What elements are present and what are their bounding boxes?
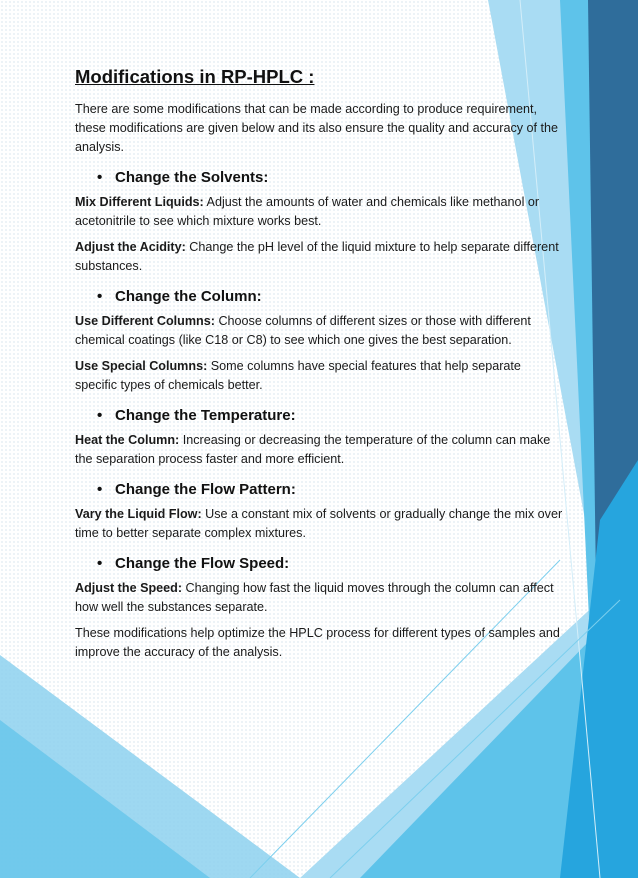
item-text: Choose columns of different sizes or those with different chemical coatings (like C18 or C8) to see which one gives the best separation. xyxy=(75,314,531,347)
section-heading-text: Change the Flow Speed: xyxy=(115,555,290,572)
section-item xyxy=(75,505,565,543)
item-label: Heat the Column: xyxy=(75,433,180,447)
item-label: Mix Different Liquids: xyxy=(75,195,204,209)
section-item xyxy=(75,312,565,350)
bullet-icon: • xyxy=(97,169,103,186)
section-flow-pattern xyxy=(75,481,565,543)
document-title: Modifications in RP-HPLC : xyxy=(75,66,315,87)
section-heading-text: Change the Column: xyxy=(115,288,262,305)
item-label: Vary the Liquid Flow: xyxy=(75,507,202,521)
section-item xyxy=(75,579,565,617)
item-label: Use Special Columns: xyxy=(75,359,208,373)
section-item xyxy=(75,193,565,231)
bullet-icon: • xyxy=(97,555,103,572)
bullet-icon: • xyxy=(97,481,103,498)
conclusion-paragraph: These modifications help optimize the HPLC process for different types of samples and improve the accuracy of the analysis. xyxy=(75,626,560,659)
section-item xyxy=(75,431,565,469)
item-text: Changing how fast the liquid moves through the column can affect how well the substances separate. xyxy=(75,581,554,614)
item-text: Some columns have special features that help separate specific types of chemicals better. xyxy=(75,359,521,392)
item-text: Increasing or decreasing the temperature of the column can make the separation process faster and more efficient. xyxy=(75,433,551,466)
item-label: Adjust the Acidity: xyxy=(75,240,186,254)
section-item xyxy=(75,357,565,395)
section-flow-speed xyxy=(75,555,565,617)
item-text: Adjust the amounts of water and chemicals like methanol or acetonitrile to see which mixture works best. xyxy=(75,195,540,228)
section-column xyxy=(75,288,565,395)
section-solvents xyxy=(75,169,565,276)
section-temperature xyxy=(75,407,565,469)
section-heading xyxy=(97,288,565,305)
section-heading-text: Change the Temperature: xyxy=(115,407,296,424)
intro-paragraph: There are some modifications that can be made according to produce requirement, these modifications are given below and its also ensure the quality and accuracy of the analysis. xyxy=(75,102,559,154)
bullet-icon: • xyxy=(97,407,103,424)
section-item xyxy=(75,238,565,276)
item-label: Use Different Columns: xyxy=(75,314,215,328)
item-label: Adjust the Speed: xyxy=(75,581,183,595)
section-heading-text: Change the Solvents: xyxy=(115,169,269,186)
bullet-icon: • xyxy=(97,288,103,305)
section-heading xyxy=(97,555,565,572)
item-text: Use a constant mix of solvents or gradually change the mix over time to better separate complex mixtures. xyxy=(75,507,563,540)
document-body xyxy=(75,66,565,669)
section-heading-text: Change the Flow Pattern: xyxy=(115,481,296,498)
section-heading xyxy=(97,169,565,186)
section-heading xyxy=(97,481,565,498)
section-heading xyxy=(97,407,565,424)
item-text: Change the pH level of the liquid mixture to help separate different substances. xyxy=(75,240,559,273)
